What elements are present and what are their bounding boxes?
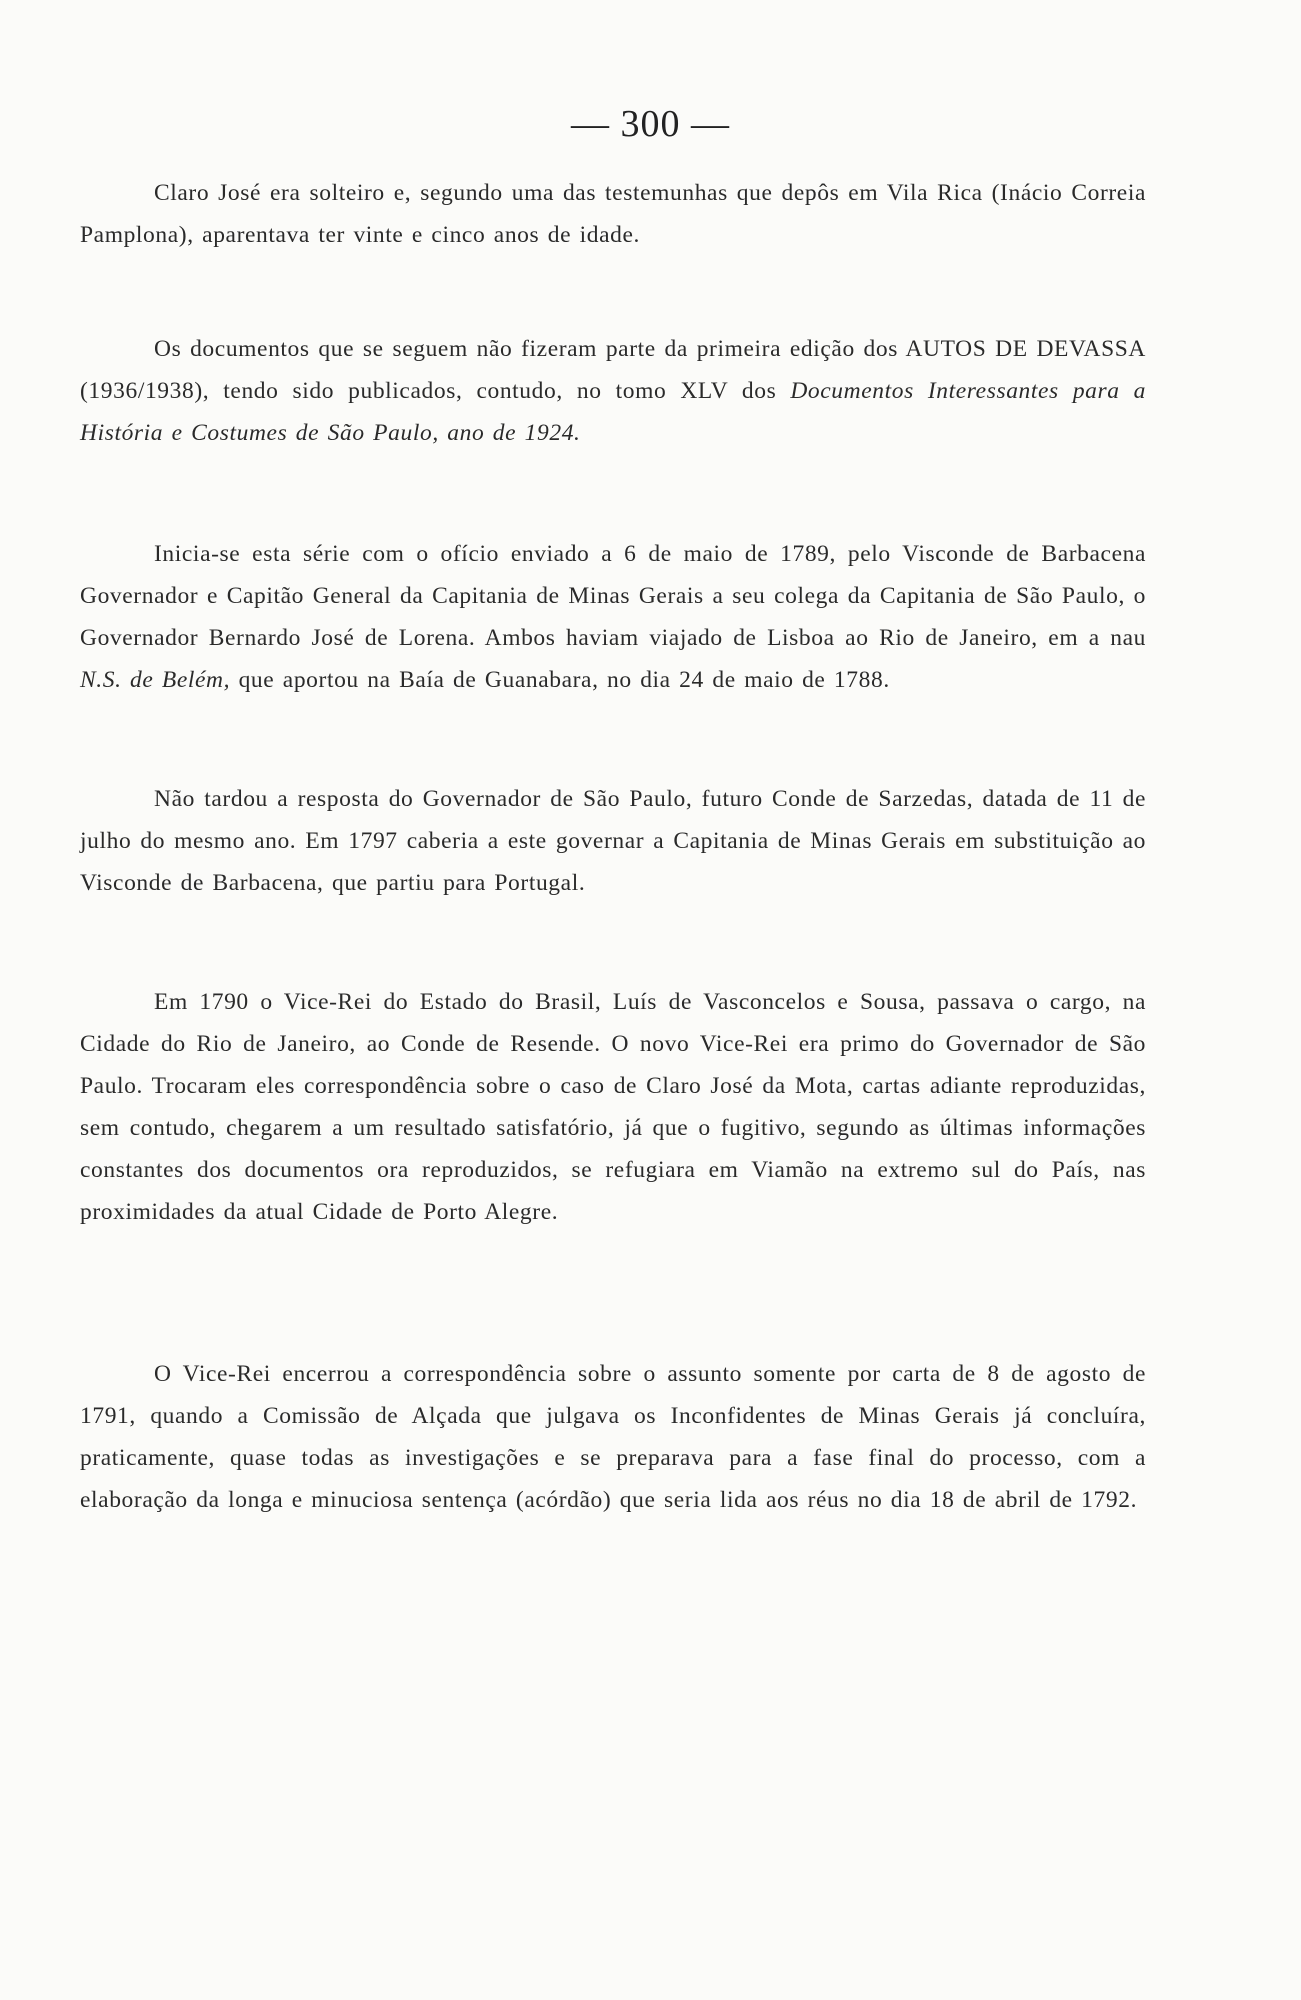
paragraph-correspondencia: O Vice-Rei encerrou a correspondência sobre o assunto somente por carta de 8 de agosto de 1791, quando a Comissão de Alçada que julgava os Inconfidentes de Minas Gerais já concluíra, praticamente, quase todas as investigações e se preparava para a fase final do processo, com a elaboração da longa e minuciosa sentença (acórdão) que seria lida aos réus no dia 18 de abril de 1792.	[80, 1361, 1146, 1513]
paragraph-oficio	[80, 533, 1146, 701]
paragraph-oficio-text-a: Inicia-se esta série com o ofício enviado a 6 de maio de 1789, pelo Visconde de Barbacena Governador e Capitão General da Capitania de Minas Gerais a seu colega da Capitania de São Paulo, o Governador Bernardo José de Lorena. Ambos haviam viajado de Lisboa ao Rio de Janeiro, em a nau	[80, 541, 1146, 651]
paragraph-vice-rei: Em 1790 o Vice-Rei do Estado do Brasil, Luís de Vasconcelos e Sousa, passava o cargo, na Cidade do Rio de Janeiro, ao Conde de Resende. O novo Vice-Rei era primo do Governador de São Paulo. Trocaram eles correspondência sobre o caso de Claro José da Mota, cartas adiante reproduzidas, sem contudo, chegarem a um resultado satisfatório, já que o fugitivo, segundo as últimas informações constantes dos documentos ora reproduzidos, se refugiara em Viamão na extremo sul do País, nas proximidades da atual Cidade de Porto Alegre.	[80, 989, 1146, 1225]
ship-name: N.S. de Belém,	[80, 667, 231, 693]
page-number: — 300 —	[571, 103, 730, 145]
paragraph-documentos	[80, 328, 1146, 454]
paragraph-claro-jose: Claro José era solteiro e, segundo uma das testemunhas que depôs em Vila Rica (Inácio Correia Pamplona), aparentava ter vinte e cinco anos de idade.	[80, 180, 1146, 248]
publication-title: Documentos Interessantes para a História e Costumes de São Paulo, ano de 1924.	[80, 378, 1147, 446]
paragraph-documentos-text: Os documentos que se seguem não fizeram parte da primeira edição dos AUTOS DE DEVASSA (1936/1938), tendo sido publicados, contudo, no tomo XLV dos	[80, 336, 1146, 404]
paragraph-resposta: Não tardou a resposta do Governador de São Paulo, futuro Conde de Sarzedas, datada de 11 de julho do mesmo ano. Em 1797 caberia a este governar a Capitania de Minas Gerais em substituição ao Visconde de Barbacena, que partiu para Portugal.	[80, 786, 1146, 896]
paragraph-oficio-text-b: que aportou na Baía de Guanabara, no dia 24 de maio de 1788.	[230, 667, 890, 693]
